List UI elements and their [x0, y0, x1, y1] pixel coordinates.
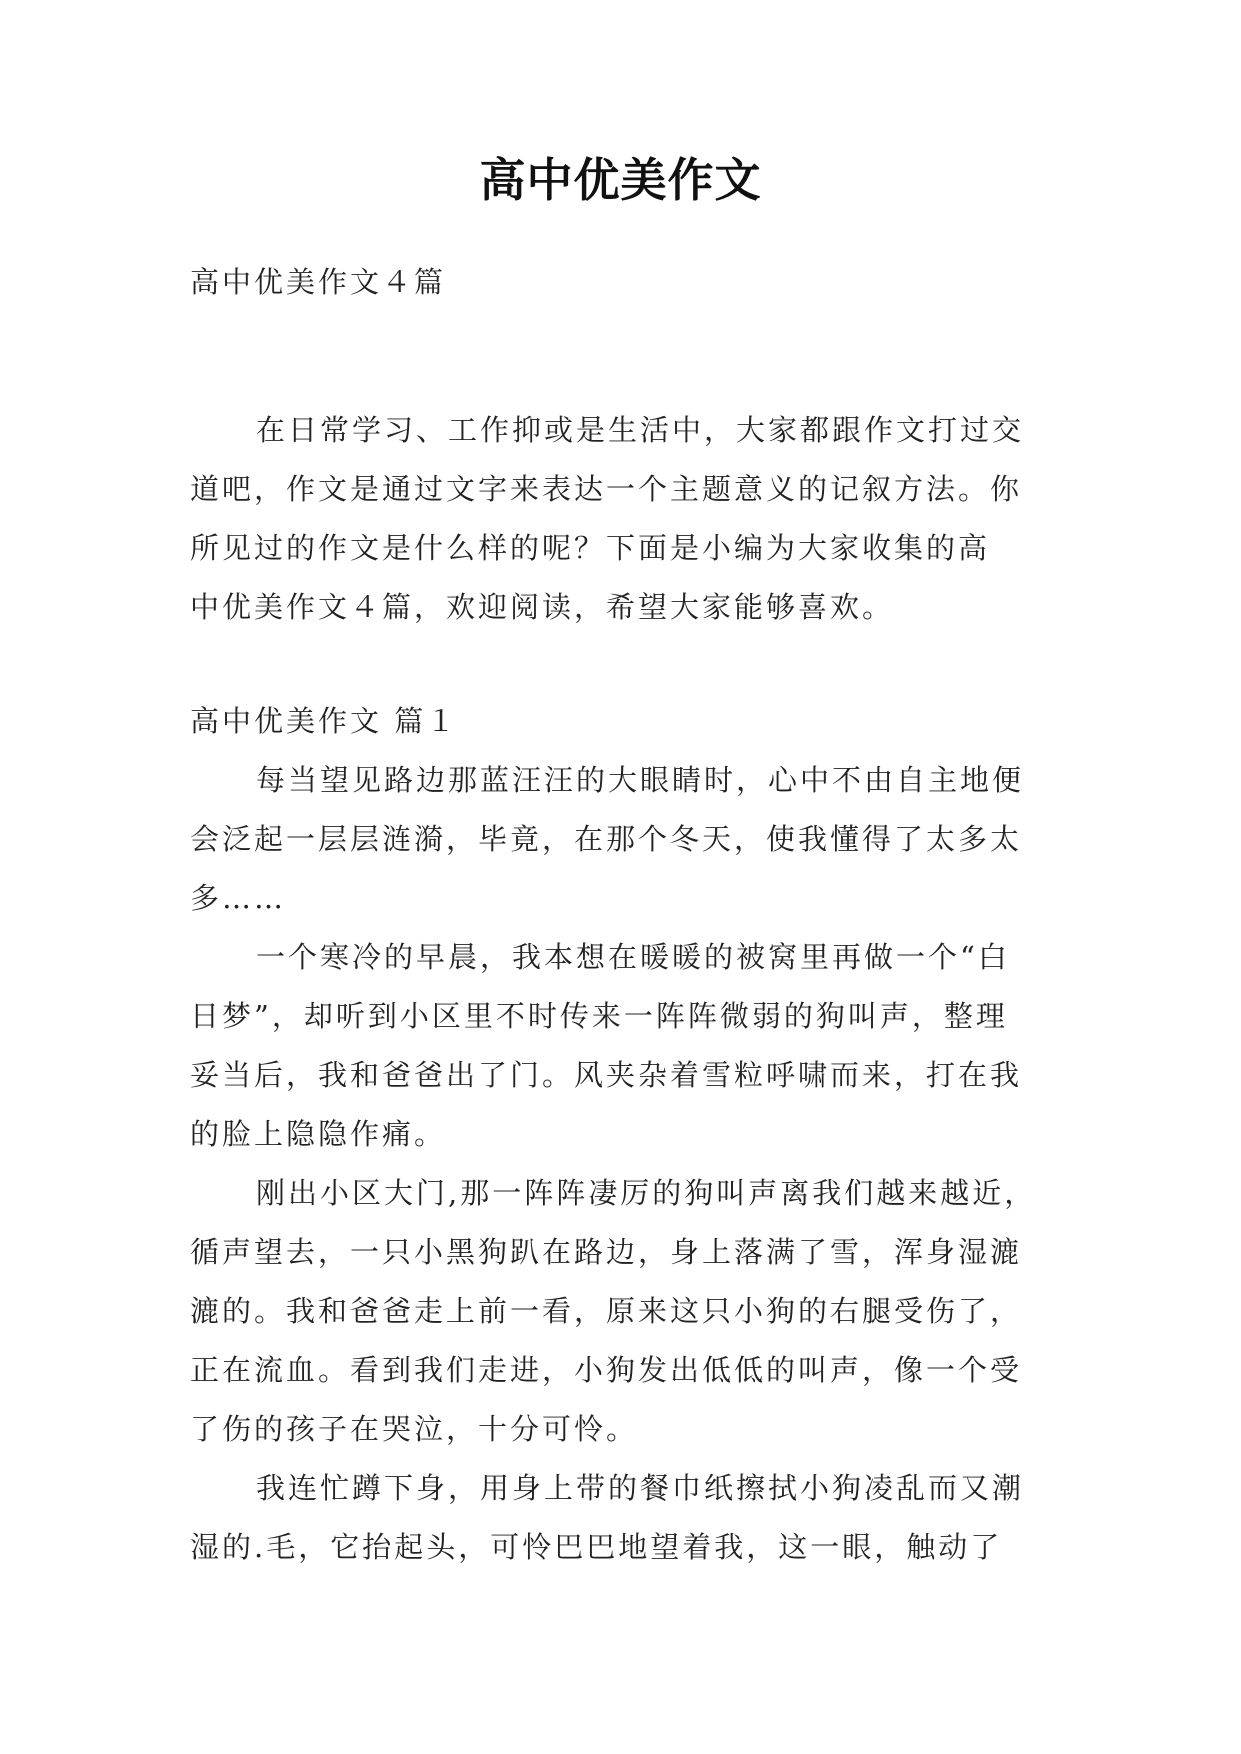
- document-title: 高中优美作文: [479, 153, 762, 207]
- text-line: 多……: [190, 881, 287, 915]
- text-line: 湿的.毛，它抬起头，可怜巴巴地望着我，这一眼，触动了: [190, 1530, 1003, 1564]
- document-subtitle: 高中优美作文４篇: [190, 265, 447, 299]
- text-line: 道吧，作文是通过文字来表达一个主题意义的记叙方法。你: [190, 472, 1023, 506]
- text-line: 的脸上隐隐作痛。: [190, 1117, 447, 1151]
- text-line: 漉的。我和爸爸走上前一看，原来这只小狗的右腿受伤了，: [190, 1294, 1023, 1328]
- text-line: 一个寒冷的早晨，我本想在暖暖的被窝里再做一个“白: [256, 940, 1010, 974]
- text-line: 中优美作文４篇，欢迎阅读，希望大家能够喜欢。: [190, 590, 895, 624]
- text-line: 妥当后，我和爸爸出了门。风夹杂着雪粒呼啸而来，打在我: [190, 1058, 1023, 1092]
- text-line: 所见过的作文是什么样的呢？下面是小编为大家收集的高: [190, 531, 991, 565]
- text-line: 循声望去，一只小黑狗趴在路边，身上落满了雪，浑身湿漉: [190, 1235, 1023, 1269]
- text-line: 我连忙蹲下身，用身上带的餐巾纸擦拭小狗凌乱而又潮: [256, 1471, 1025, 1505]
- text-line: 在日常学习、工作抑或是生活中，大家都跟作文打过交: [256, 413, 1025, 447]
- text-line: 刚出小区大门,那一阵阵凄厉的狗叫声离我们越来越近，: [256, 1176, 1037, 1210]
- text-line: 每当望见路边那蓝汪汪的大眼睛时，心中不由自主地便: [256, 763, 1025, 797]
- text-line: 了伤的孩子在哭泣，十分可怜。: [190, 1412, 639, 1446]
- section-heading: 高中优美作文 篇１: [190, 704, 459, 738]
- text-line: 正在流血。看到我们走进，小狗发出低低的叫声，像一个受: [190, 1353, 1023, 1387]
- text-line: 会泛起一层层涟漪，毕竟，在那个冬天，使我懂得了太多太: [190, 822, 1023, 856]
- text-line: 日梦”，却听到小区里不时传来一阵阵微弱的狗叫声，整理: [190, 999, 1008, 1033]
